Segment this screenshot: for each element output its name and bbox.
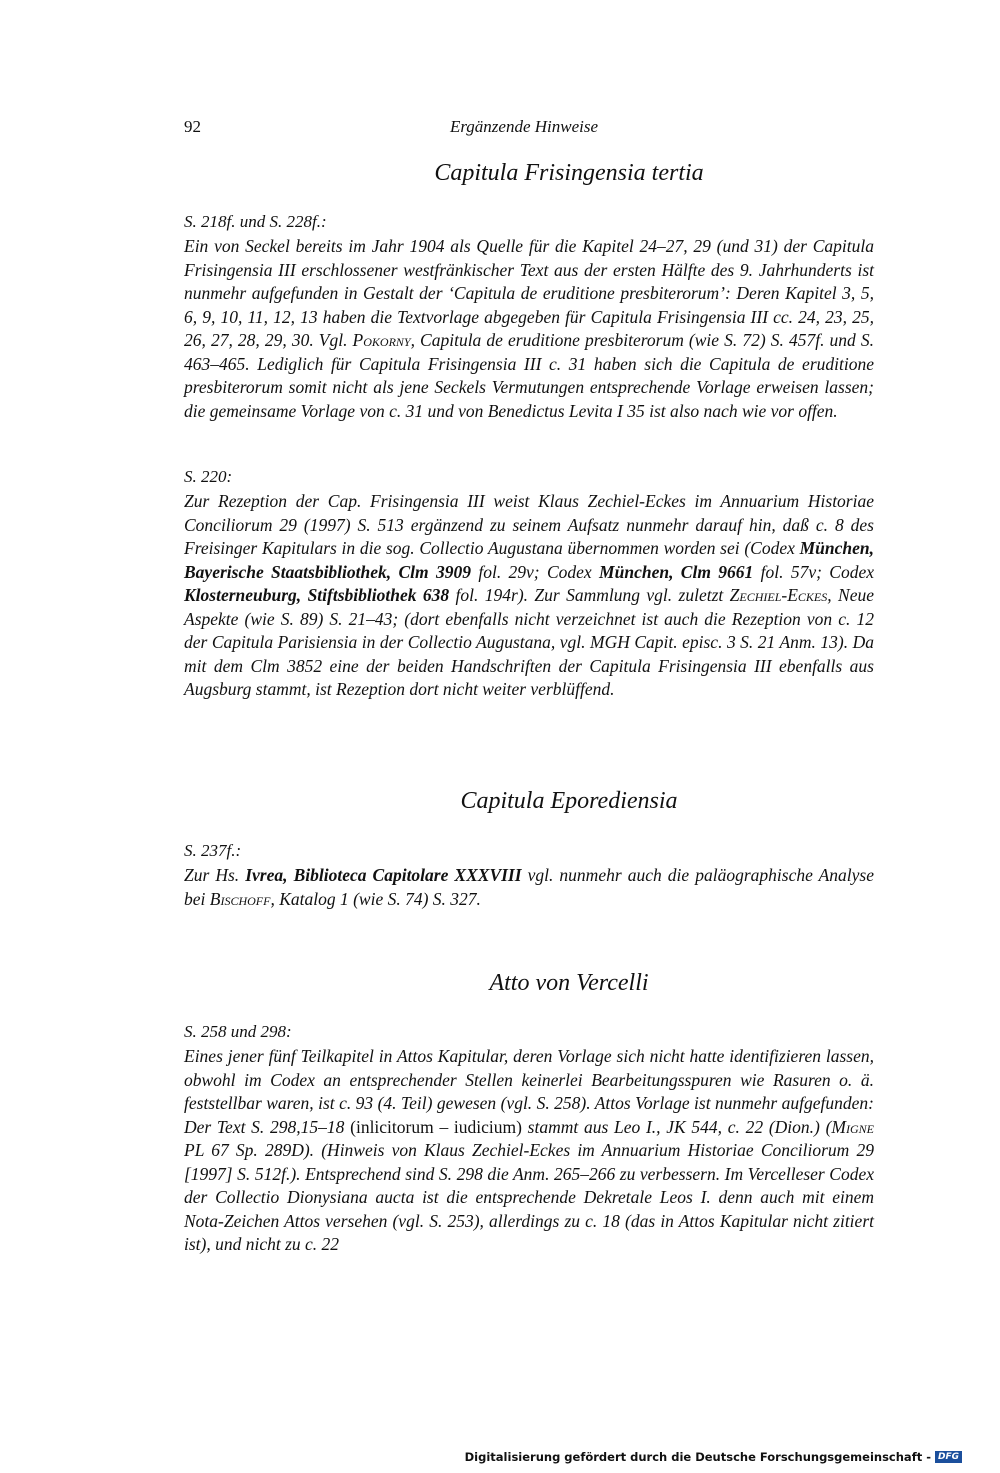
bold-manuscript-reference: München, Bayerische Staatsbibliothek, Clm 3909 — [184, 538, 874, 582]
text-run: fol. 194r). Zur Sammlung vgl. zuletzt — [449, 585, 730, 605]
text-run: , Katalog 1 (wie S. 74) S. 327. — [270, 888, 481, 909]
text-run: fol. 29v; Codex — [471, 561, 600, 582]
section-title: Atto von Vercelli — [489, 970, 649, 996]
entry-text — [184, 1045, 874, 1257]
section-title: Capitula Frisingensia tertia — [434, 160, 704, 186]
text-run: vgl. nunmehr auch die paläographische Analyse bei — [184, 865, 874, 909]
author-name: Migne — [831, 1116, 874, 1137]
text-run: , Neue Aspekte (wie S. 89) S. 21–43; (dort ebenfalls nicht verzeichnet ist auch die Rezeption von c. 12 der Capitula Parisiensia in der Collectio Augustana, vgl. MGH Capit. episc. 3 S. 21 Anm. 13). Da mit dem Clm 3852 eine der beiden Handschriften der Capitula Frisingensia III ebenfalls aus Augsburg stammt, ist Rezeption dort nicht weiter verblüffend. — [184, 585, 874, 699]
text-run: Ein von Seckel bereits im Jahr 1904 als Quelle für die Kapitel 24–27, 29 (und 31) der Capitula Frisingensia III erschlossener westfränkischer Text aus der ersten Hälfte des 9. Jahrhunderts ist nunmehr aufgefunden in Gestalt der ‘Capitula de eruditione presbiterorum’: Deren Kapitel 3, 5, 6, 9, 10, 11, 12, 13 haben die Textvorlage abgegeben für Capitula Frisingensia III cc. 24, 23, 25, 26, 27, 28, 29, 30. Vgl. — [184, 236, 874, 350]
entry-reference: S. 237f.: — [184, 841, 242, 860]
text-run: fol. 57v; Codex — [753, 561, 874, 582]
bold-manuscript-reference: München, Clm 9661 — [599, 561, 754, 582]
author-name: Zechiel-Eckes — [729, 585, 828, 605]
section-title: Capitula Eporediensia — [460, 788, 678, 814]
running-head: Ergänzende Hinweise — [449, 117, 599, 136]
dfg-logo: DFG — [935, 1451, 962, 1463]
entry-reference: S. 218f. und S. 228f.: — [184, 212, 327, 231]
text-run: PL 67 Sp. 289D). (Hinweis von Klaus Zechiel-Eckes im Annuarium Historiae Conciliorum 29 [1997] S. 512f.). Entsprechend sind S. 298 die Anm. 265–266 zu verbessern. Im Vercelleser Codex der Collectio Dionysiana aucta ist die entsprechende Dekretale Leos I. denn auch mit einem Nota-Zeichen Attos versehen (vgl. S. 253), allerdings zu c. 18 (das in Attos Kapitular nicht zitiert ist), und nicht zu c. 22 — [184, 1140, 874, 1254]
footer-text: Digitalisierung gefördert durch die Deutsche Forschungsgemeinschaft - — [464, 1450, 931, 1464]
footer-credit — [465, 1450, 962, 1464]
entry-text — [184, 490, 874, 702]
author-name: Bischoff — [209, 888, 271, 909]
text-run: Zur Rezeption der Cap. Frisingensia III weist Klaus Zechiel-Eckes im Annuarium Historiae Conciliorum 29 (1997) S. 513 ergänzend zu seinem Aufsatz nunmehr darauf hin, daß c. 8 des Freisinger Kapitulars in die sog. Collectio Augustana übernommen worden sei (Codex — [184, 491, 874, 558]
text-run: , Capitula de eruditione presbiterorum (wie S. 72) S. 457f. und S. 463–465. Lediglich für Capitula Frisingensia III c. 31 haben sich die Capitula de eruditione presbiterorum somit nicht als jene Seckels Vermutungen entsprechende Vorlage erweisen lassen; die gemeinsame Vorlage von c. 31 und von Benedictus Levita I 35 ist also nach wie vor offen. — [184, 330, 874, 421]
text-run: Zur Hs. — [184, 865, 246, 885]
text-run: stammt aus Leo I., JK 544, c. 22 (Dion.) ( — [521, 1116, 832, 1137]
entry-text — [184, 235, 874, 423]
entry-reference: S. 220: — [184, 467, 233, 486]
quoted-text: (inlicitorum – iudicium) — [350, 1116, 522, 1137]
entry-text — [184, 864, 874, 911]
page-number: 92 — [184, 117, 201, 136]
entry-reference: S. 258 und 298: — [184, 1022, 292, 1041]
text-run: Eines jener fünf Teilkapitel in Attos Kapitular, deren Vorlage sich nicht hatte identifizieren lassen, obwohl im Codex an entsprechender Stellen keinerlei Bearbeitungsspuren wie Rasuren o. ä. feststellbar waren, ist c. 93 (4. Teil) gewesen (vgl. S. 258). Attos Vorlage ist nunmehr aufgefunden: Der Text S. 298,15–18 — [184, 1046, 874, 1137]
bold-manuscript-reference: Ivrea, Biblioteca Capitolare XXXVIII — [245, 865, 522, 885]
bold-manuscript-reference: Klosterneuburg, Stiftsbibliothek 638 — [184, 585, 450, 605]
author-name: Pokorny — [352, 330, 411, 350]
